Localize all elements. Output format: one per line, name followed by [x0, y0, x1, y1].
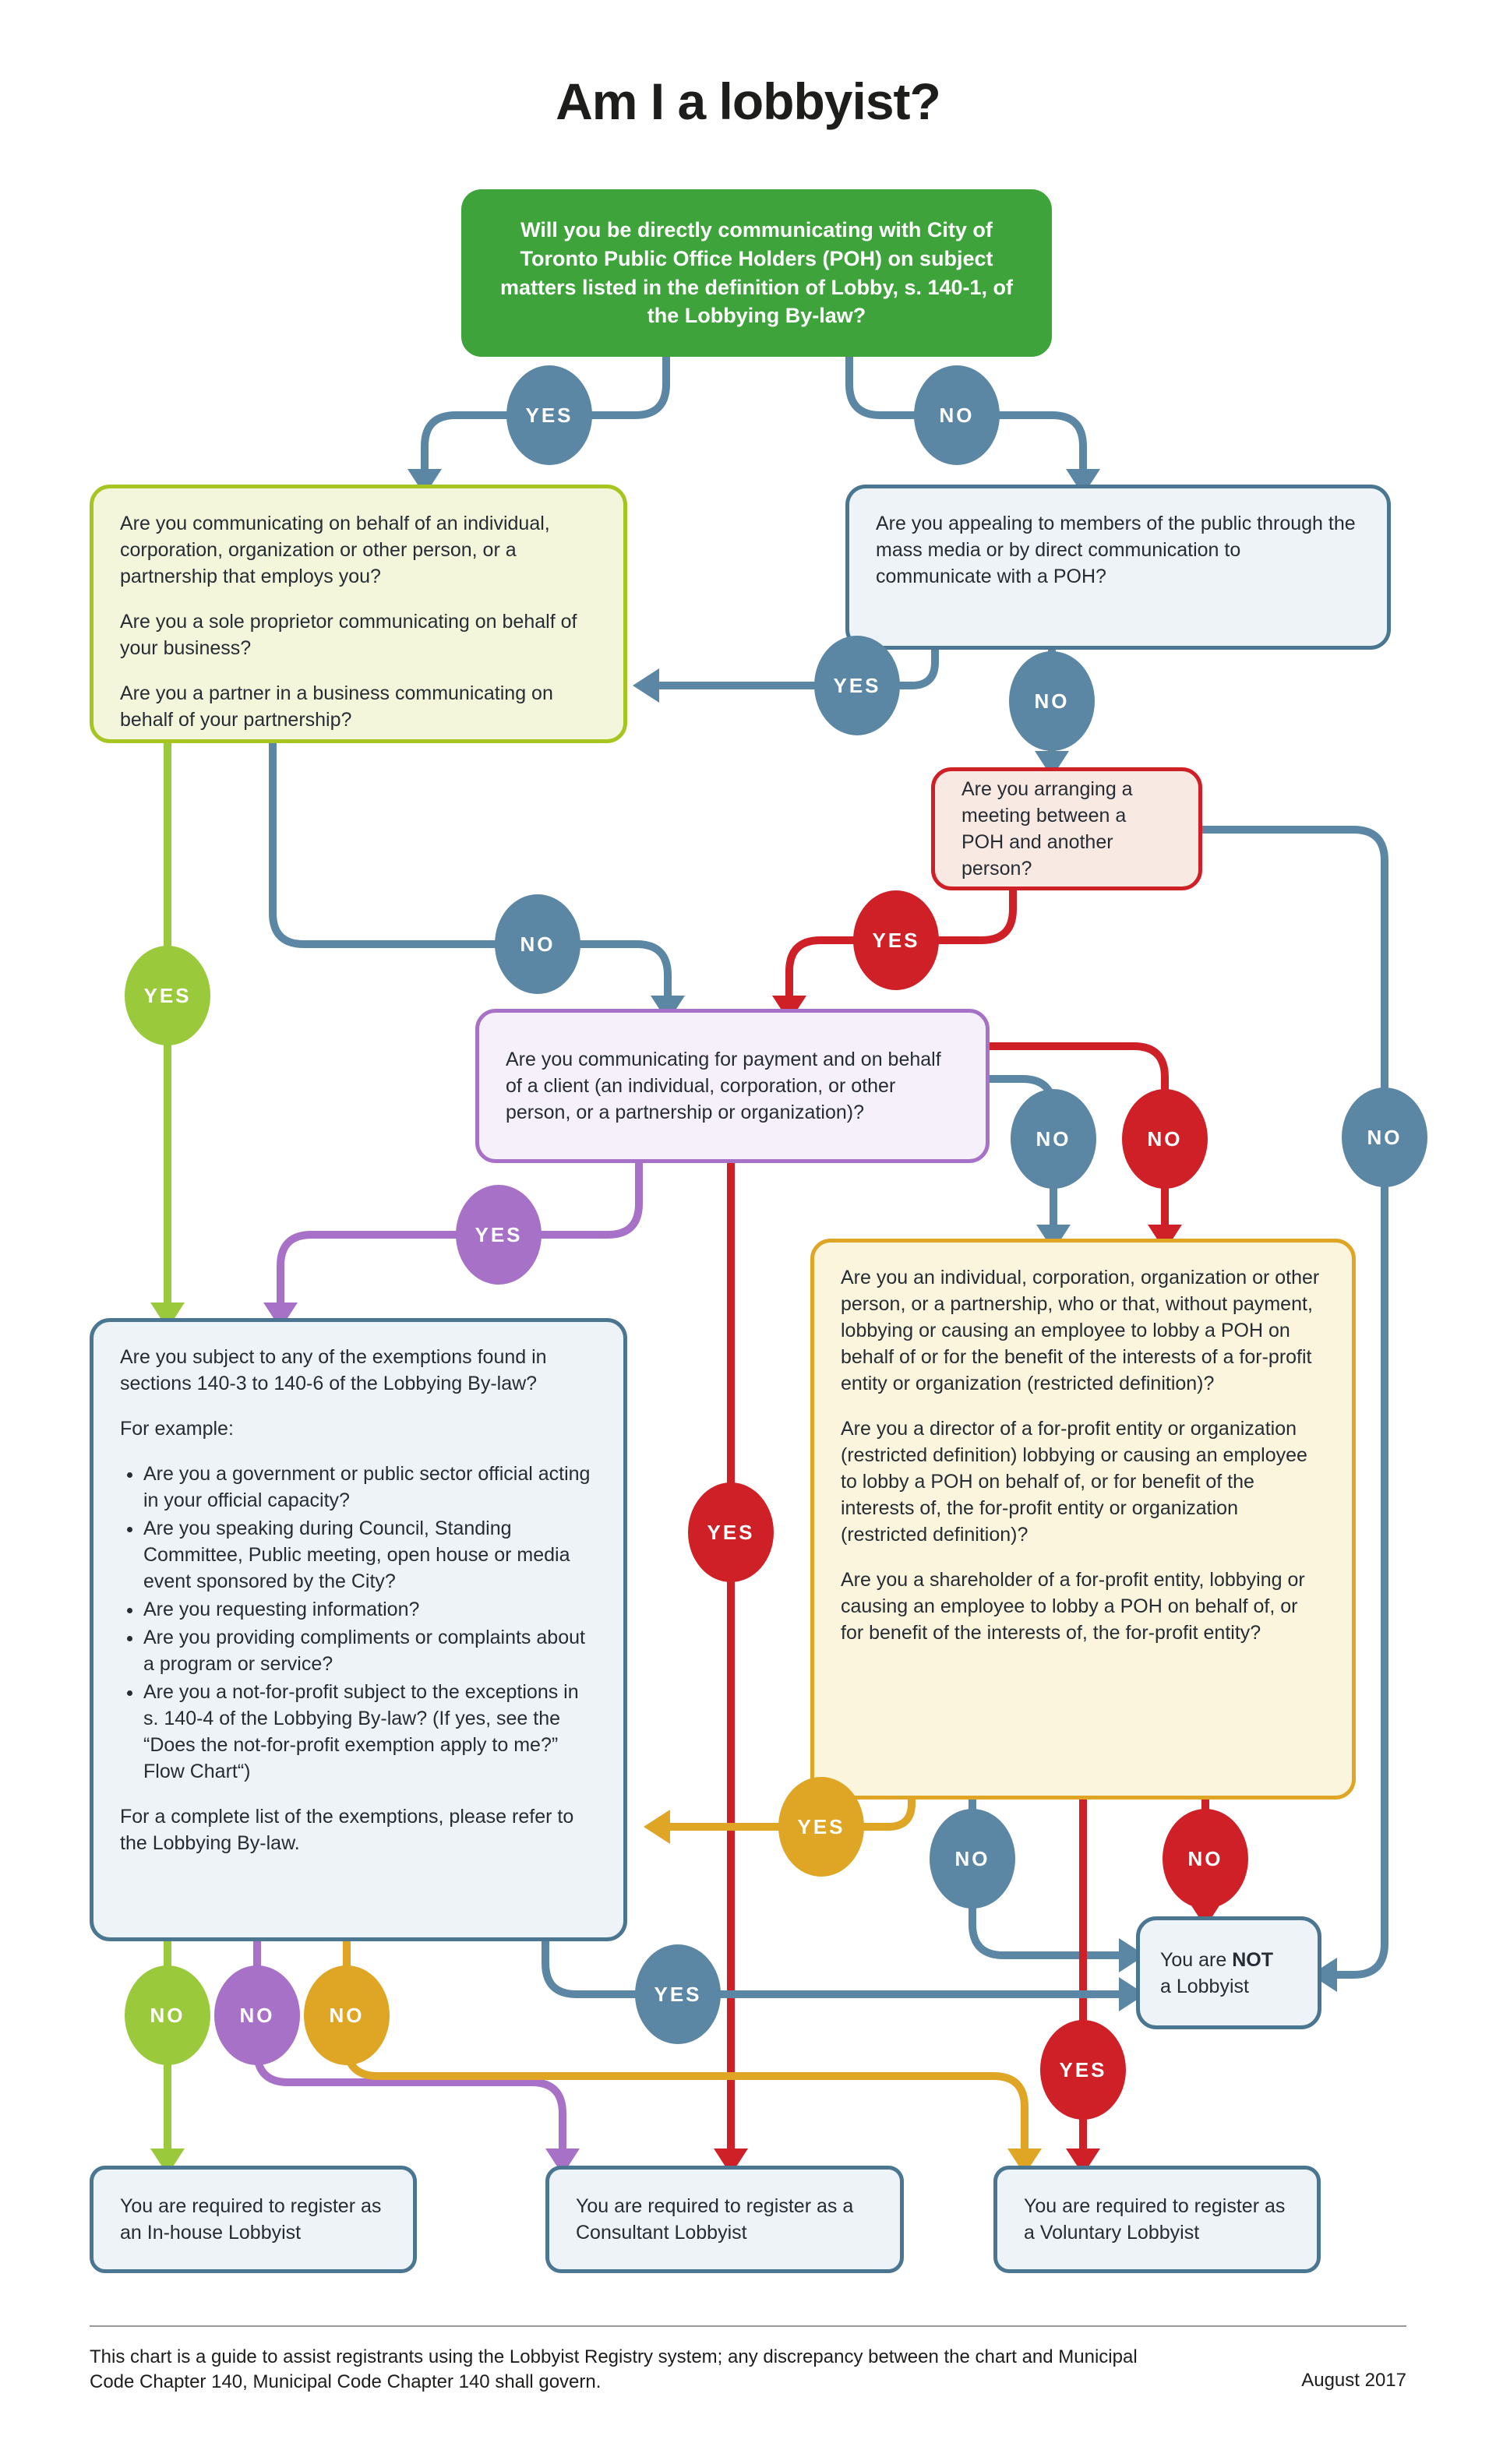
exemptions-bullet: • Are you requesting information?	[143, 1596, 597, 1623]
edge-employ-no	[273, 743, 668, 996]
decision-circle-yes: YES	[125, 946, 210, 1045]
exemptions-bullet: • Are you a government or public sector official acting in your official capacity?	[143, 1461, 597, 1514]
decision-circle-yes: YES	[635, 1944, 721, 2044]
question-employ-p1: Are you communicating on behalf of an individual, corporation, organization or other person, or a partnership that employs you?	[120, 513, 550, 587]
question-exemptions-example-label: For example:	[120, 1418, 234, 1440]
decision-circle-no: NO	[930, 1809, 1015, 1909]
decision-circle-yes: YES	[506, 365, 592, 465]
decision-circle-no: NO	[1342, 1087, 1427, 1187]
question-exemptions-outro: For a complete list of the exemptions, please refer to the Lobbying By-law.	[120, 1806, 574, 1854]
decision-circle-no: NO	[304, 1965, 390, 2065]
question-voluntary-p3: Are you a shareholder of a for-profit entity, lobbying or causing an employee to lobby a POH on behalf of, or for benefit of the interests of, the for-profit entity?	[841, 1569, 1305, 1644]
question-start-text: Will you be directly communicating with City of Toronto Public Office Holders (POH) on subject matters listed in the definition of Lobby, s. 140-1, of the Lobbying By-law?	[499, 218, 1014, 328]
result-voluntary	[993, 2166, 1321, 2273]
footer-date: August 2017	[1301, 2370, 1406, 2391]
result-inhouse-text: You are required to register as an In-house Lobbyist	[120, 2195, 382, 2244]
question-voluntary-definition	[810, 1239, 1356, 1800]
question-voluntary-p1: Are you an individual, corporation, organization or other person, or a partnership, who or that, without payment, lobbying or causing an employee to lobby a POH on behalf of or for the benefit of the interests of a for-profit entity or organization (restricted definition)?	[841, 1267, 1320, 1394]
edge-exempt-no-purple	[257, 1941, 563, 2149]
arrowhead	[644, 1810, 670, 1844]
decision-circle-yes: YES	[814, 636, 900, 735]
edge-exempt-yes	[545, 1941, 1119, 1994]
result-voluntary-text: You are required to register as a Voluntary Lobbyist	[1024, 2195, 1286, 2244]
question-exemptions	[90, 1318, 627, 1941]
exemptions-bullet: • Are you a not-for-profit subject to the exceptions in s. 140-4 of the Lobbying By-law? (If yes, see the “Does the not-for-profit exemption apply to me?” Flow Chart“)	[143, 1679, 597, 1785]
decision-circle-yes: YES	[853, 890, 939, 990]
decision-circle-no: NO	[125, 1965, 210, 2065]
result-consultant	[545, 2166, 904, 2273]
question-voluntary-p2: Are you a director of a for-profit entity or organization (restricted definition) lobbying or causing an employee to lobby a POH on behalf of, or for benefit of the interests of, the for-profit entity or organization (restricted definition)?	[841, 1418, 1307, 1546]
result-inhouse	[90, 2166, 417, 2273]
decision-circle-yes: YES	[1040, 2020, 1126, 2120]
question-appeal-text: Are you appealing to members of the public through the mass media or by direct communication to communicate with a POH?	[876, 513, 1356, 587]
footer-note: This chart is a guide to assist registrants using the Lobbyist Registry system; any discrepancy between the chart and Municipal Code Chapter 140, Municipal Code Chapter 140 shall govern.	[90, 2346, 1138, 2393]
exemptions-bullet-list	[120, 1461, 597, 1785]
exemptions-bullet: • Are you providing compliments or complaints about a program or service?	[143, 1624, 597, 1677]
result-consultant-text: You are required to register as a Consultant Lobbyist	[576, 2195, 854, 2244]
page-title: Am I a lobbyist?	[556, 72, 940, 130]
question-start	[461, 189, 1052, 357]
result-not-lobbyist-text	[1160, 1947, 1273, 2000]
decision-circle-no: NO	[495, 894, 580, 994]
question-arrange	[931, 767, 1202, 890]
question-payment-text: Are you communicating for payment and on behalf of a client (an individual, corporation, or other person, or a partnership or organization)?	[506, 1049, 941, 1123]
question-appeal	[845, 485, 1391, 650]
not-lobbyist-prefix: You are	[1160, 1948, 1233, 1971]
result-not-lobbyist	[1136, 1916, 1321, 2029]
decision-circle-yes: YES	[778, 1777, 864, 1877]
question-arrange-text: Are you arranging a meeting between a POH and another person?	[961, 778, 1133, 879]
decision-circle-no: NO	[1122, 1089, 1208, 1189]
decision-circle-no: NO	[914, 365, 1000, 465]
decision-circle-no: NO	[214, 1965, 300, 2065]
question-payment	[475, 1009, 990, 1163]
not-lobbyist-line2: a Lobbyist	[1160, 1975, 1249, 1997]
footer-divider	[90, 2325, 1406, 2327]
exemptions-bullet: • Are you speaking during Council, Standing Committee, Public meeting, open house or media event sponsored by the City?	[143, 1515, 597, 1595]
decision-circle-no: NO	[1011, 1089, 1096, 1189]
question-exemptions-intro: Are you subject to any of the exemptions found in sections 140-3 to 140-6 of the Lobbying By-law?	[120, 1346, 547, 1394]
not-lobbyist-bold: NOT	[1232, 1948, 1273, 1971]
arrowhead	[633, 668, 659, 703]
question-employ-p2: Are you a sole proprietor communicating on behalf of your business?	[120, 611, 577, 659]
decision-circle-no: NO	[1163, 1809, 1248, 1909]
decision-circle-yes: YES	[688, 1482, 774, 1582]
question-employ	[90, 485, 627, 743]
decision-circle-no: NO	[1009, 651, 1095, 751]
decision-circle-yes: YES	[456, 1185, 542, 1285]
question-employ-p3: Are you a partner in a business communicating on behalf of your partnership?	[120, 682, 553, 731]
